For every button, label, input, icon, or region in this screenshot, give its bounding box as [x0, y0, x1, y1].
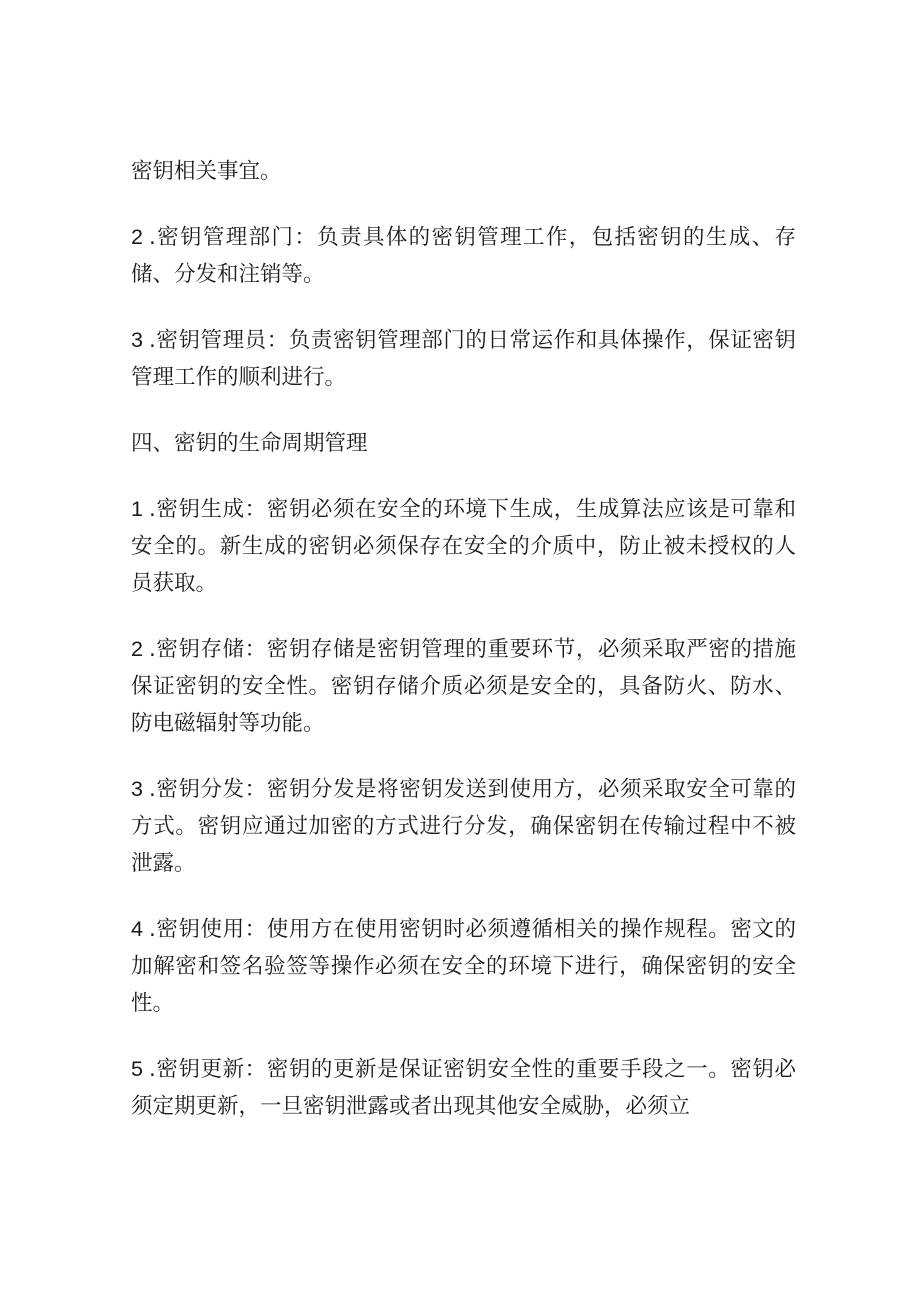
paragraph-text: .密钥生成：密钥必须在安全的环境下生成，生成算法应该是可靠和安全的。新生成的密钥必须保存在安全的介质中，防止被未授权的人员获取。	[131, 497, 796, 596]
list-item-key-generation	[131, 491, 796, 602]
list-item-key-administrator	[131, 322, 796, 396]
paragraph-text: .密钥更新：密钥的更新是保证密钥安全性的重要手段之一。密钥必须定期更新，一旦密钥泄露或者出现其他安全威胁，必须立	[131, 1057, 796, 1119]
document-body	[131, 153, 796, 1154]
paragraph-text: .密钥使用：使用方在使用密钥时必须遵循相关的操作规程。密文的加解密和签名验签等操作必须在安全的环境下进行，确保密钥的安全性。	[131, 917, 796, 1016]
list-item-key-update	[131, 1051, 796, 1125]
paragraph-text: .密钥管理部门：负责具体的密钥管理工作，包括密钥的生成、存储、分发和注销等。	[131, 225, 796, 287]
list-item-key-distribution	[131, 771, 796, 882]
paragraph-text: .密钥管理员：负责密钥管理部门的日常运作和具体操作，保证密钥管理工作的顺利进行。	[131, 328, 796, 390]
list-item-key-usage	[131, 911, 796, 1022]
section-heading	[131, 425, 796, 462]
list-number: 5	[131, 1057, 143, 1081]
paragraph-text: .密钥分发：密钥分发是将密钥发送到使用方，必须采取安全可靠的方式。密钥应通过加密的方式进行分发，确保密钥在传输过程中不被泄露。	[131, 777, 796, 876]
list-number: 3	[131, 328, 143, 352]
paragraph-text: .密钥存储：密钥存储是密钥管理的重要环节，必须采取严密的措施保证密钥的安全性。密钥存储介质必须是安全的，具备防火、防水、防电磁辐射等功能。	[131, 637, 796, 736]
list-item-key-management-department	[131, 219, 796, 293]
list-number: 2	[131, 637, 143, 661]
section-heading-text: 四、密钥的生命周期管理	[131, 431, 368, 456]
paragraph-text: 密钥相关事宜。	[131, 159, 282, 184]
paragraph-continuation	[131, 153, 796, 190]
list-item-key-storage	[131, 631, 796, 742]
list-number: 4	[131, 917, 143, 941]
list-number: 3	[131, 777, 143, 801]
list-number: 2	[131, 225, 143, 249]
list-number: 1	[131, 497, 143, 521]
